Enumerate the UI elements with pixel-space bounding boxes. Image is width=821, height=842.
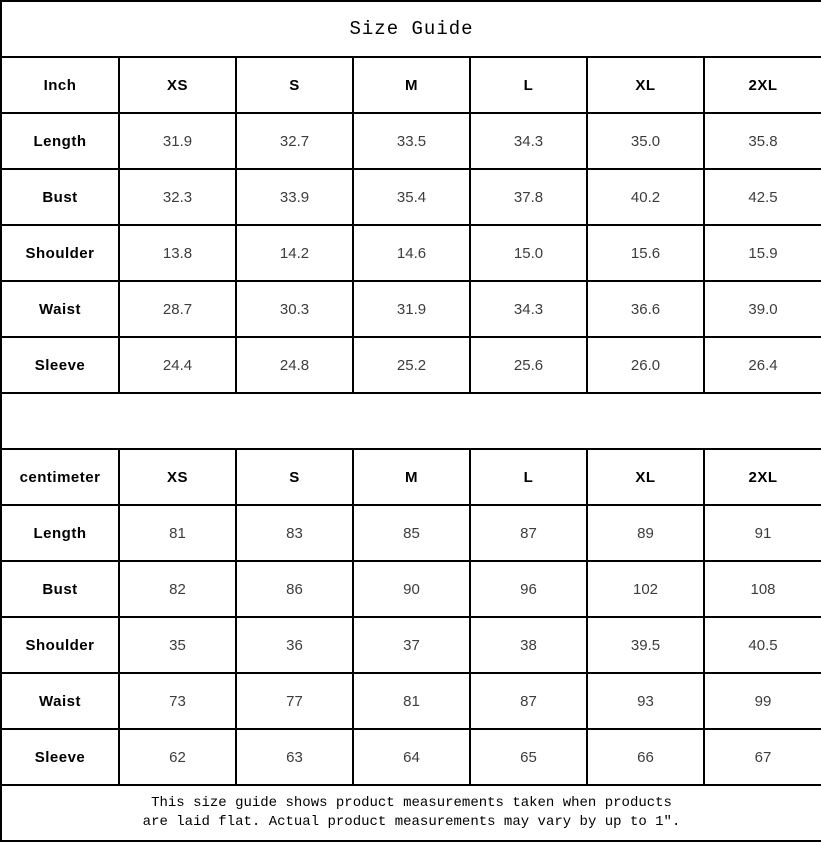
row-label: Length bbox=[1, 505, 119, 561]
measurement-cell: 28.7 bbox=[119, 281, 236, 337]
measurement-cell: 87 bbox=[470, 505, 587, 561]
size-col-header-xl: XL bbox=[587, 449, 704, 505]
inch-unit-label: Inch bbox=[1, 57, 119, 113]
table-row-inch-sleeve bbox=[1, 337, 821, 393]
measurement-cell: 90 bbox=[353, 561, 470, 617]
spacer-cell bbox=[1, 393, 821, 449]
size-col-header-2xl: 2XL bbox=[704, 57, 821, 113]
measurement-cell: 81 bbox=[119, 505, 236, 561]
measurement-cell: 31.9 bbox=[353, 281, 470, 337]
measurement-cell: 33.9 bbox=[236, 169, 353, 225]
measurement-cell: 93 bbox=[587, 673, 704, 729]
size-col-header-s: S bbox=[236, 57, 353, 113]
measurement-cell: 40.2 bbox=[587, 169, 704, 225]
measurement-cell: 24.4 bbox=[119, 337, 236, 393]
measurement-cell: 40.5 bbox=[704, 617, 821, 673]
footer-note-line2: are laid flat. Actual product measurements may vary by up to 1″. bbox=[142, 814, 681, 830]
size-col-header-s: S bbox=[236, 449, 353, 505]
row-label: Length bbox=[1, 113, 119, 169]
measurement-cell: 89 bbox=[587, 505, 704, 561]
row-label: Sleeve bbox=[1, 729, 119, 785]
measurement-cell: 35 bbox=[119, 617, 236, 673]
spacer-row bbox=[1, 393, 821, 449]
measurement-cell: 37 bbox=[353, 617, 470, 673]
table-row-cm-sleeve bbox=[1, 729, 821, 785]
measurement-cell: 31.9 bbox=[119, 113, 236, 169]
footer-note bbox=[1, 785, 821, 841]
row-label: Shoulder bbox=[1, 617, 119, 673]
measurement-cell: 37.8 bbox=[470, 169, 587, 225]
measurement-cell: 86 bbox=[236, 561, 353, 617]
measurement-cell: 82 bbox=[119, 561, 236, 617]
measurement-cell: 33.5 bbox=[353, 113, 470, 169]
measurement-cell: 35.8 bbox=[704, 113, 821, 169]
measurement-cell: 36.6 bbox=[587, 281, 704, 337]
row-label: Waist bbox=[1, 281, 119, 337]
measurement-cell: 39.5 bbox=[587, 617, 704, 673]
title-row bbox=[1, 1, 821, 57]
row-label: Bust bbox=[1, 561, 119, 617]
size-col-header-xs: XS bbox=[119, 57, 236, 113]
footer-row bbox=[1, 785, 821, 841]
measurement-cell: 99 bbox=[704, 673, 821, 729]
measurement-cell: 32.7 bbox=[236, 113, 353, 169]
measurement-cell: 87 bbox=[470, 673, 587, 729]
measurement-cell: 85 bbox=[353, 505, 470, 561]
size-col-header-xs: XS bbox=[119, 449, 236, 505]
measurement-cell: 42.5 bbox=[704, 169, 821, 225]
measurement-cell: 81 bbox=[353, 673, 470, 729]
measurement-cell: 102 bbox=[587, 561, 704, 617]
measurement-cell: 38 bbox=[470, 617, 587, 673]
table-row-inch-shoulder bbox=[1, 225, 821, 281]
measurement-cell: 67 bbox=[704, 729, 821, 785]
measurement-cell: 25.6 bbox=[470, 337, 587, 393]
measurement-cell: 25.2 bbox=[353, 337, 470, 393]
measurement-cell: 30.3 bbox=[236, 281, 353, 337]
measurement-cell: 26.4 bbox=[704, 337, 821, 393]
table-row-inch-waist bbox=[1, 281, 821, 337]
table-row-inch-bust bbox=[1, 169, 821, 225]
measurement-cell: 15.0 bbox=[470, 225, 587, 281]
measurement-cell: 24.8 bbox=[236, 337, 353, 393]
cm-header-row bbox=[1, 449, 821, 505]
measurement-cell: 39.0 bbox=[704, 281, 821, 337]
size-col-header-2xl: 2XL bbox=[704, 449, 821, 505]
measurement-cell: 62 bbox=[119, 729, 236, 785]
measurement-cell: 34.3 bbox=[470, 281, 587, 337]
measurement-cell: 26.0 bbox=[587, 337, 704, 393]
inch-header-row bbox=[1, 57, 821, 113]
measurement-cell: 66 bbox=[587, 729, 704, 785]
measurement-cell: 13.8 bbox=[119, 225, 236, 281]
measurement-cell: 35.0 bbox=[587, 113, 704, 169]
measurement-cell: 77 bbox=[236, 673, 353, 729]
measurement-cell: 64 bbox=[353, 729, 470, 785]
measurement-cell: 36 bbox=[236, 617, 353, 673]
measurement-cell: 83 bbox=[236, 505, 353, 561]
measurement-cell: 14.6 bbox=[353, 225, 470, 281]
size-col-header-xl: XL bbox=[587, 57, 704, 113]
table-row-cm-waist bbox=[1, 673, 821, 729]
table-row-inch-length bbox=[1, 113, 821, 169]
measurement-cell: 73 bbox=[119, 673, 236, 729]
table-row-cm-shoulder bbox=[1, 617, 821, 673]
table-row-cm-length bbox=[1, 505, 821, 561]
measurement-cell: 108 bbox=[704, 561, 821, 617]
size-col-header-m: M bbox=[353, 449, 470, 505]
measurement-cell: 15.9 bbox=[704, 225, 821, 281]
measurement-cell: 65 bbox=[470, 729, 587, 785]
measurement-cell: 96 bbox=[470, 561, 587, 617]
measurement-cell: 14.2 bbox=[236, 225, 353, 281]
row-label: Sleeve bbox=[1, 337, 119, 393]
measurement-cell: 63 bbox=[236, 729, 353, 785]
size-col-header-l: L bbox=[470, 449, 587, 505]
row-label: Waist bbox=[1, 673, 119, 729]
measurement-cell: 34.3 bbox=[470, 113, 587, 169]
row-label: Shoulder bbox=[1, 225, 119, 281]
cm-unit-label: centimeter bbox=[1, 449, 119, 505]
table-row-cm-bust bbox=[1, 561, 821, 617]
row-label: Bust bbox=[1, 169, 119, 225]
footer-note-line1: This size guide shows product measurements taken when products bbox=[151, 795, 672, 811]
page-title: Size Guide bbox=[1, 1, 821, 57]
measurement-cell: 15.6 bbox=[587, 225, 704, 281]
size-col-header-l: L bbox=[470, 57, 587, 113]
measurement-cell: 35.4 bbox=[353, 169, 470, 225]
size-col-header-m: M bbox=[353, 57, 470, 113]
measurement-cell: 91 bbox=[704, 505, 821, 561]
measurement-cell: 32.3 bbox=[119, 169, 236, 225]
